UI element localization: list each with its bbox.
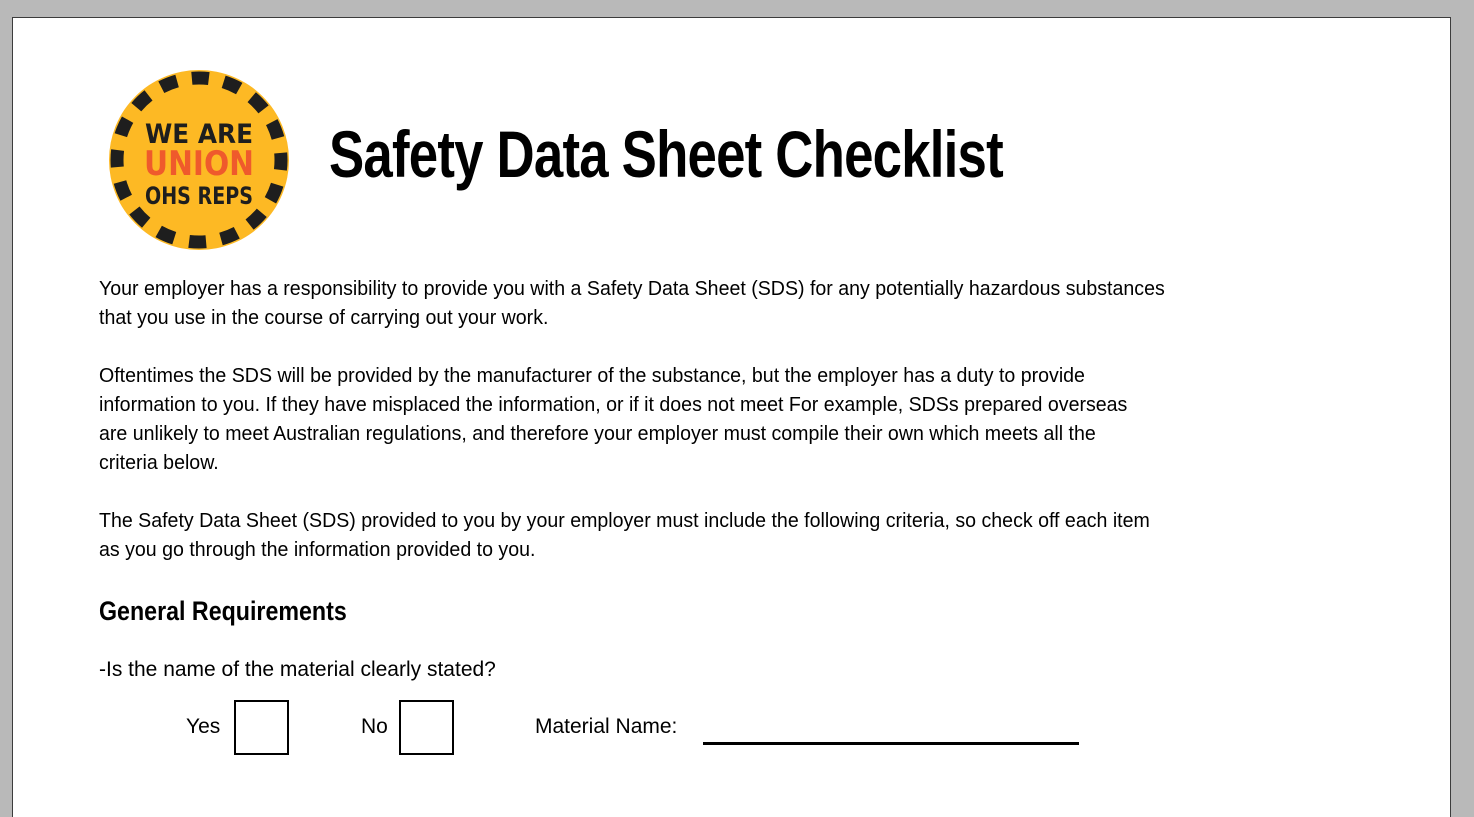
paragraph-line: criteria below. bbox=[99, 451, 219, 474]
yes-label: Yes bbox=[186, 715, 221, 738]
paragraph-line: as you go through the information provided to you. bbox=[99, 538, 536, 561]
no-label: No bbox=[361, 715, 388, 738]
yes-checkbox[interactable] bbox=[234, 700, 289, 755]
page-title: Safety Data Sheet Checklist bbox=[329, 117, 1003, 191]
union-ohs-reps-logo bbox=[108, 69, 290, 251]
criteria-paragraph bbox=[99, 506, 1199, 564]
paragraph-line: Your employer has a responsibility to provide you with a Safety Data Sheet (SDS) for any potentially hazardous substances bbox=[99, 277, 1165, 300]
svg-text:OHS REPS: OHS REPS bbox=[145, 182, 253, 210]
paragraph-line: The Safety Data Sheet (SDS) provided to you by your employer must include the following criteria, so check off each item bbox=[99, 509, 1150, 532]
svg-text:WE ARE: WE ARE bbox=[145, 119, 253, 150]
section-heading-general-requirements: General Requirements bbox=[99, 596, 347, 626]
question-material-name: -Is the name of the material clearly stated? bbox=[99, 658, 496, 681]
paragraph-line: that you use in the course of carrying out your work. bbox=[99, 306, 549, 329]
svg-text:UNION: UNION bbox=[144, 144, 254, 184]
logo-badge-icon bbox=[108, 69, 290, 251]
paragraph-line: Oftentimes the SDS will be provided by the manufacturer of the substance, but the employer has a duty to provide bbox=[99, 364, 1085, 387]
paragraph-line: information to you. If they have misplaced the information, or if it does not meet For example, SDSs prepared overseas bbox=[99, 393, 1128, 416]
paragraph-line: are unlikely to meet Australian regulations, and therefore your employer must compile their own which meets all the bbox=[99, 422, 1096, 445]
document-page bbox=[12, 17, 1451, 817]
manufacturer-paragraph bbox=[99, 361, 1176, 477]
answer-row bbox=[13, 698, 1213, 758]
material-name-field[interactable] bbox=[703, 720, 1079, 745]
no-checkbox[interactable] bbox=[399, 700, 454, 755]
intro-paragraph bbox=[99, 274, 1215, 332]
material-name-label: Material Name: bbox=[535, 715, 678, 738]
